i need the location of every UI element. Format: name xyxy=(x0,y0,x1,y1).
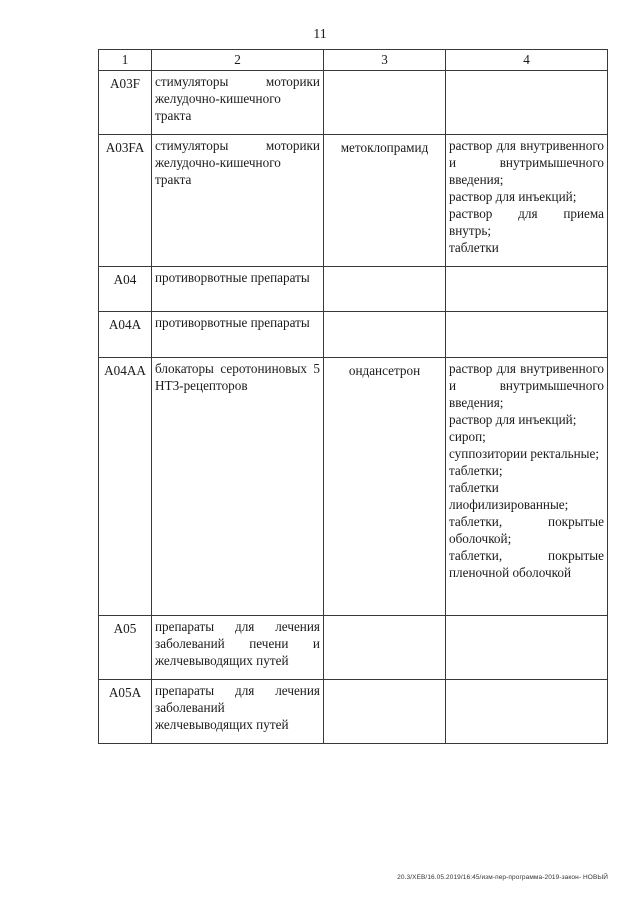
drug-name: ондансетрон xyxy=(324,358,446,616)
dosage-forms xyxy=(446,135,608,267)
drug-name: метоклопрамид xyxy=(324,135,446,267)
dosage-forms xyxy=(446,312,608,358)
dosage-forms xyxy=(446,267,608,312)
dosage-form: раствор для инъекций; xyxy=(449,412,577,427)
atc-code: A03F xyxy=(99,71,152,135)
group-name: противорвотные препараты xyxy=(152,267,324,312)
group-name: препараты для лечения заболеваний печени и желчевыводящих путей xyxy=(152,616,324,680)
group-name: противорвотные препараты xyxy=(152,312,324,358)
dosage-form: таблетки; xyxy=(449,463,503,478)
table-row xyxy=(99,680,608,744)
dosage-forms xyxy=(446,71,608,135)
atc-code: A04AA xyxy=(99,358,152,616)
drug-name xyxy=(324,616,446,680)
dosage-form: раствор для инъекций; xyxy=(449,189,577,204)
column-header: 2 xyxy=(152,50,324,71)
atc-code: A04 xyxy=(99,267,152,312)
atc-code: A05 xyxy=(99,616,152,680)
table-row xyxy=(99,312,608,358)
group-name: стимуляторы моторики желудочно-кишечного тракта xyxy=(152,135,324,267)
dosage-form: таблетки xyxy=(449,240,499,255)
dosage-form: раствор для приема внутрь; xyxy=(449,206,604,238)
atc-code: A03FA xyxy=(99,135,152,267)
group-name: блокаторы серотониновых 5 HT3-рецепторов xyxy=(152,358,324,616)
drug-table xyxy=(98,49,608,744)
dosage-form: таблетки, покрытые оболочкой; xyxy=(449,514,604,546)
column-header: 3 xyxy=(324,50,446,71)
table-row xyxy=(99,358,608,616)
drug-name xyxy=(324,71,446,135)
atc-code: A05A xyxy=(99,680,152,744)
dosage-form: раствор для внутривенного и внутримышечного введения; xyxy=(449,138,604,187)
drug-name xyxy=(324,312,446,358)
column-header: 1 xyxy=(99,50,152,71)
atc-code: A04A xyxy=(99,312,152,358)
dosage-forms xyxy=(446,616,608,680)
page-number: 11 xyxy=(313,27,327,42)
column-header: 4 xyxy=(446,50,608,71)
dosage-forms xyxy=(446,680,608,744)
table-row xyxy=(99,135,608,267)
group-name: препараты для лечения заболеваний желчевыводящих путей xyxy=(152,680,324,744)
dosage-form: таблетки, покрытые пленочной оболочкой xyxy=(449,548,604,580)
dosage-forms xyxy=(446,358,608,616)
drug-name xyxy=(324,267,446,312)
document-footer-stamp: 20.3/ХЕВ/16.05.2019/16:45/изм-пер-программа-2019-закон- НОВЫЙ xyxy=(397,874,608,881)
dosage-form: сироп; xyxy=(449,429,486,444)
dosage-form: суппозитории ректальные; xyxy=(449,446,600,461)
drug-name xyxy=(324,680,446,744)
dosage-form: таблетки лиофилизированные; xyxy=(449,480,569,512)
table-row xyxy=(99,71,608,135)
dosage-form: раствор для внутривенного и внутримышечного введения; xyxy=(449,361,604,410)
group-name: стимуляторы моторики желудочно-кишечного тракта xyxy=(152,71,324,135)
table-row xyxy=(99,616,608,680)
table-header-row xyxy=(99,50,608,71)
table-row xyxy=(99,267,608,312)
